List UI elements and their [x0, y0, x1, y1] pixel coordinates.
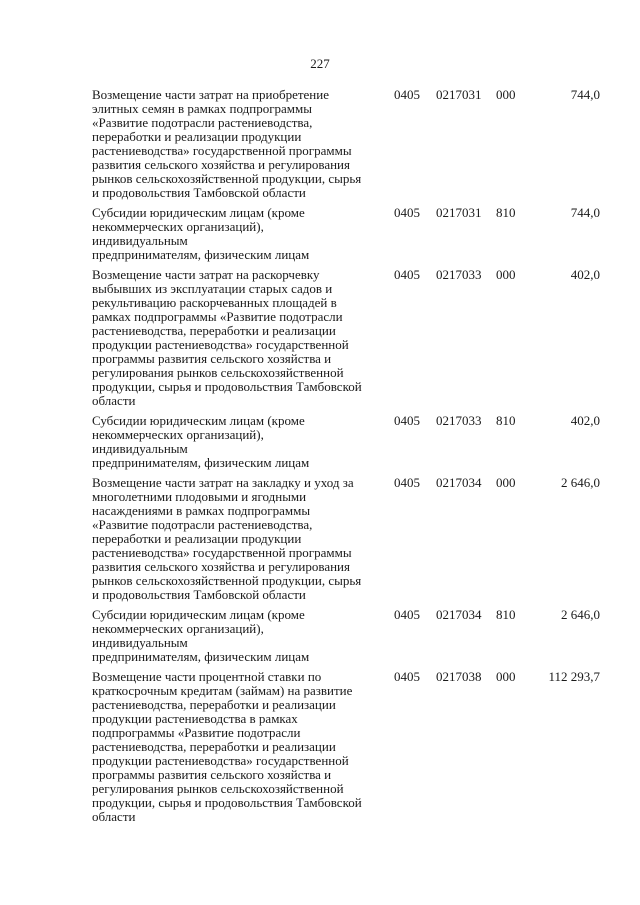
table-row — [92, 608, 600, 664]
expense-type-code: 810 — [496, 607, 516, 622]
target-article-code: 0217034 — [436, 475, 482, 490]
section-code: 0405 — [394, 267, 420, 282]
expense-type-code: 000 — [496, 87, 516, 102]
target-article-code: 0217038 — [436, 669, 482, 684]
amount: 744,0 — [570, 87, 600, 102]
expense-type-code: 000 — [496, 669, 516, 684]
row-description: Субсидии юридическим лицам (кроме некоммерческих организаций), индивидуальным предпринимателям, физическим лицам — [92, 607, 310, 664]
table-row — [92, 670, 600, 824]
row-description: Субсидии юридическим лицам (кроме некоммерческих организаций), индивидуальным предпринимателям, физическим лицам — [92, 413, 310, 470]
target-article-code: 0217031 — [436, 205, 482, 220]
section-code: 0405 — [394, 607, 420, 622]
row-description: Возмещение части затрат на раскорчевку выбывших из эксплуатации старых садов и рекультивацию раскорчеванных площадей в рамках подпрограммы «Развитие подотрасли растениеводства, переработки и реализации продукции растениеводства» государственной программы развития сельского хозяйства и регулирования рынков сельскохозяйственной продукции, сырья и продовольствия Тамбовской области — [92, 267, 362, 408]
amount: 744,0 — [570, 205, 600, 220]
table-row — [92, 206, 600, 262]
target-article-code: 0217033 — [436, 413, 482, 428]
section-code: 0405 — [394, 413, 420, 428]
table-row — [92, 476, 600, 602]
section-code: 0405 — [394, 475, 420, 490]
amount: 2 646,0 — [561, 475, 600, 490]
page-number: 227 — [310, 56, 330, 71]
table-row — [92, 88, 600, 200]
target-article-code: 0217034 — [436, 607, 482, 622]
budget-table — [92, 88, 600, 824]
row-description: Возмещение части процентной ставки по краткосрочным кредитам (займам) на развитие растениеводства, переработки и реализации продукции растениеводства в рамках подпрограммы «Развитие подотрасли растениеводства, переработки и реализации продукции растениеводства» государственной программы развития сельского хозяйства и регулирования рынков сельскохозяйственной продукции, сырья и продовольствия Тамбовской области — [92, 669, 362, 824]
expense-type-code: 810 — [496, 205, 516, 220]
row-description: Субсидии юридическим лицам (кроме некоммерческих организаций), индивидуальным предпринимателям, физическим лицам — [92, 205, 310, 262]
section-code: 0405 — [394, 205, 420, 220]
section-code: 0405 — [394, 87, 420, 102]
target-article-code: 0217033 — [436, 267, 482, 282]
amount: 402,0 — [570, 413, 600, 428]
amount: 112 293,7 — [548, 669, 600, 684]
row-description: Возмещение части затрат на приобретение элитных семян в рамках подпрограммы «Развитие подотрасли растениеводства, переработки и реализации продукции растениеводства» государственной программы развития сельского хозяйства и регулирования рынков сельскохозяйственной продукции, сырья и продовольствия Тамбовской области — [92, 87, 362, 200]
row-description: Возмещение части затрат на закладку и уход за многолетними плодовыми и ягодными насаждениями в рамках подпрограммы «Развитие подотрасли растениеводства, переработки и реализации продукции растениеводства» государственной программы развития сельского хозяйства и регулирования рынков сельскохозяйственной продукции, сырья и продовольствия Тамбовской области — [92, 475, 362, 602]
expense-type-code: 000 — [496, 475, 516, 490]
expense-type-code: 000 — [496, 267, 516, 282]
expense-type-code: 810 — [496, 413, 516, 428]
amount: 402,0 — [570, 267, 600, 282]
amount: 2 646,0 — [561, 607, 600, 622]
section-code: 0405 — [394, 669, 420, 684]
target-article-code: 0217031 — [436, 87, 482, 102]
table-row — [92, 268, 600, 408]
table-row — [92, 414, 600, 470]
